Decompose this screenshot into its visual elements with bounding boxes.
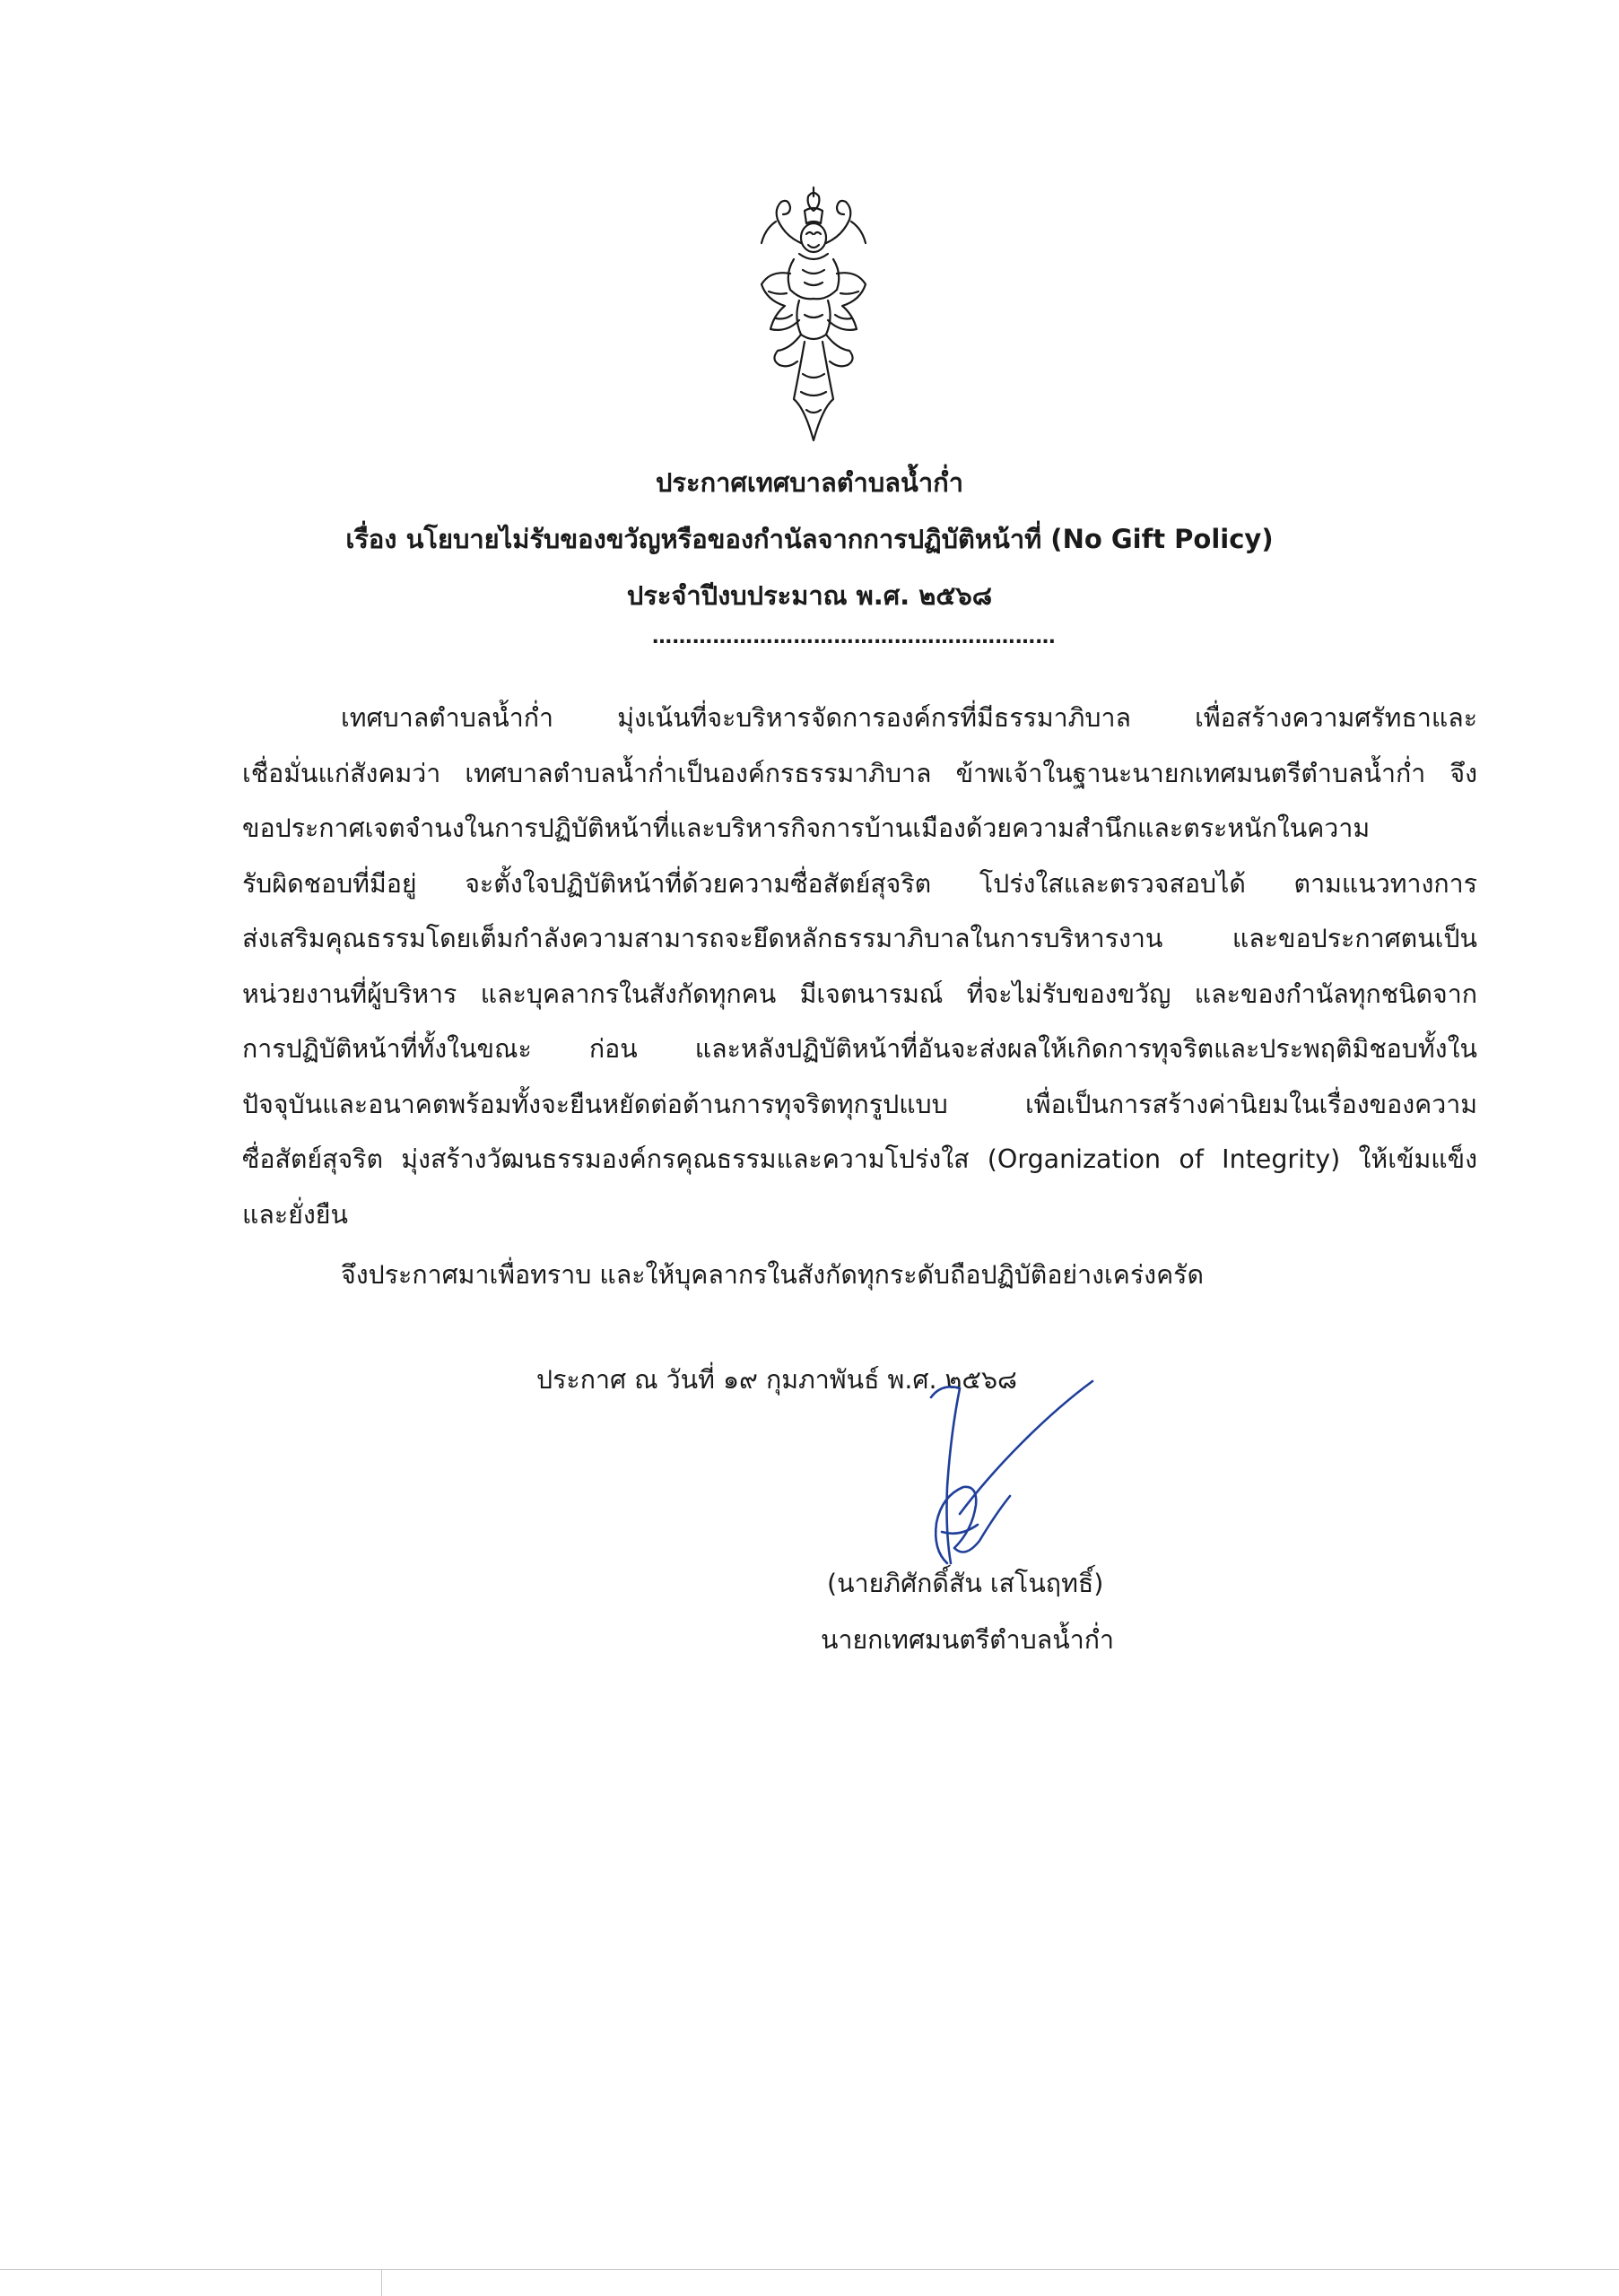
body-line: ขอประกาศเจตจำนงในการปฏิบัติหน้าที่และบริหารกิจการบ้านเมืองด้วยความสำนึกและตระหนักในความ <box>242 813 1371 843</box>
garuda-emblem-icon <box>758 184 869 444</box>
scan-edge-line <box>0 2269 1619 2270</box>
signer-title: นายกเทศมนตรีตำบลน้ำก่ำ <box>821 1625 1114 1655</box>
scan-edge-tick <box>381 2270 382 2296</box>
body-line: การปฏิบัติหน้าที่ทั้งในขณะ ก่อน และหลังปฏิบัติหน้าที่อันจะส่งผลให้เกิดการทุจริตและประพฤติมิชอบทั้งใน <box>242 1034 1477 1064</box>
announcement-heading: ประกาศเทศบาลตำบลน้ำก่ำ <box>656 467 963 498</box>
body-line: ส่งเสริมคุณธรรมโดยเต็มกำลังความสามารถจะยึดหลักธรรมาภิบาลในการบริหารงาน และขอประกาศตนเป็น <box>242 924 1477 953</box>
body-line: ปัจจุบันและอนาคตพร้อมทั้งจะยืนหยัดต่อต้านการทุจริตทุกรูปแบบ เพื่อเป็นการสร้างค่านิยมในเรื่องของความ <box>242 1090 1477 1119</box>
closing-statement: จึงประกาศมาเพื่อทราบ และให้บุคลากรในสังกัดทุกระดับถือปฏิบัติอย่างเคร่งครัด <box>341 1260 1204 1290</box>
body-line: รับผิดชอบที่มีอยู่ จะตั้งใจปฏิบัติหน้าที่ด้วยความซื่อสัตย์สุจริต โปร่งใสและตรวจสอบได้ ตามแนวทางการ <box>242 869 1477 899</box>
body-line: และยั่งยืน <box>242 1200 348 1230</box>
signer-name: (นายภิศักดิ์สัน เสโนฤทธิ์) <box>827 1569 1104 1598</box>
body-line: หน่วยงานที่ผู้บริหาร และบุคลากรในสังกัดทุกคน มีเจตนารมณ์ ที่จะไม่รับของขวัญ และของกำนัลทุกชนิดจาก <box>242 979 1477 1009</box>
dotted-separator: …………………………………………………… <box>652 626 1056 648</box>
body-line: เทศบาลตำบลน้ำก่ำ มุ่งเน้นที่จะบริหารจัดการองค์กรที่มีธรรมาภิบาล เพื่อสร้างความศรัทธาและ <box>341 703 1477 733</box>
handwritten-signature <box>924 1379 1094 1572</box>
announcement-date: ประกาศ ณ วันที่ ๑๙ กุมภาพันธ์ พ.ศ. ๒๕๖๘ <box>536 1365 1018 1395</box>
announcement-subject: เรื่อง นโยบายไม่รับของขวัญหรือของกำนัลจากการปฏิบัติหน้าที่ (No Gift Policy) <box>345 524 1274 554</box>
body-line: ซื่อสัตย์สุจริต มุ่งสร้างวัฒนธรรมองค์กรคุณธรรมและความโปร่งใส (Organization of Integrity) ให้เข้มแข็ง <box>242 1144 1477 1174</box>
body-line: เชื่อมั่นแก่สังคมว่า เทศบาลตำบลน้ำก่ำเป็นองค์กรธรรมาภิบาล ข้าพเจ้าในฐานะนายกเทศมนตรีตำบลน้ำก่ำ จึง <box>242 759 1477 788</box>
fiscal-year-line: ประจำปีงบประมาณ พ.ศ. ๒๕๖๘ <box>626 580 993 611</box>
